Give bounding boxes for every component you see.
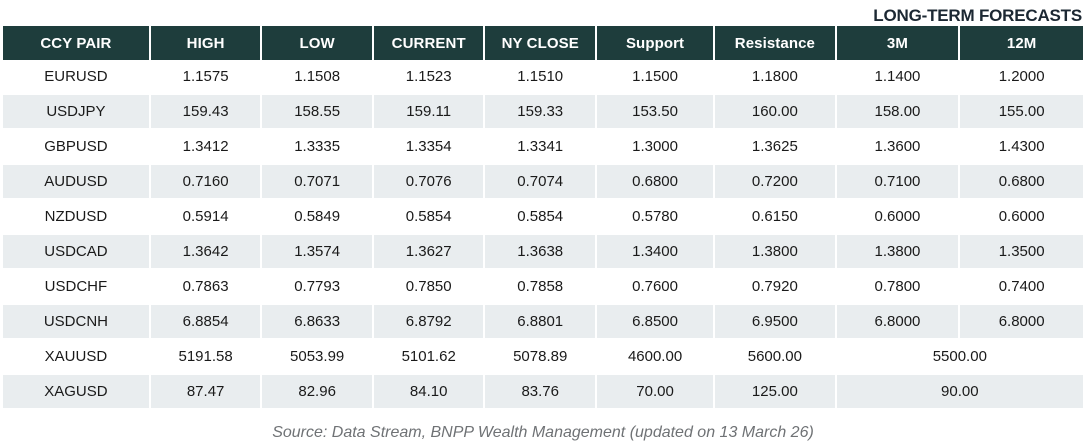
- cell-low: 0.7793: [261, 269, 373, 304]
- table-row: [3, 164, 1083, 199]
- column-header-ny-close: NY CLOSE: [484, 26, 596, 60]
- cell-3m: 0.7100: [836, 164, 960, 199]
- cell-12m: 0.6800: [959, 164, 1083, 199]
- cell-pair: XAUUSD: [3, 339, 150, 374]
- cell-pair: NZDUSD: [3, 199, 150, 234]
- cell-pair: USDCHF: [3, 269, 150, 304]
- cell-pair: USDJPY: [3, 94, 150, 129]
- column-header-high: HIGH: [150, 26, 262, 60]
- cell-low: 0.7071: [261, 164, 373, 199]
- cell-resistance: 5600.00: [714, 339, 835, 374]
- cell-pair: GBPUSD: [3, 129, 150, 164]
- cell-low: 82.96: [261, 374, 373, 409]
- cell-12m: 6.8000: [959, 304, 1083, 339]
- cell-current: 1.1523: [373, 60, 485, 94]
- cell-current: 5101.62: [373, 339, 485, 374]
- source-note: Source: Data Stream, BNPP Wealth Management (updated on 13 March 26): [272, 424, 814, 441]
- cell-12m: 0.6000: [959, 199, 1083, 234]
- table-header-row: [3, 26, 1083, 60]
- cell-support: 0.5780: [596, 199, 714, 234]
- cell-high: 1.1575: [150, 60, 262, 94]
- cell-pair: AUDUSD: [3, 164, 150, 199]
- cell-ny-close: 1.3638: [484, 234, 596, 269]
- cell-high: 5191.58: [150, 339, 262, 374]
- cell-3m: 1.1400: [836, 60, 960, 94]
- cell-ny-close: 159.33: [484, 94, 596, 129]
- cell-resistance: 0.7920: [714, 269, 835, 304]
- cell-current: 159.11: [373, 94, 485, 129]
- cell-low: 6.8633: [261, 304, 373, 339]
- cell-high: 0.5914: [150, 199, 262, 234]
- cell-resistance: 0.6150: [714, 199, 835, 234]
- cell-resistance: 0.7200: [714, 164, 835, 199]
- fx-forecast-table: [3, 26, 1083, 410]
- cell-ny-close: 0.5854: [484, 199, 596, 234]
- cell-3m: 1.3600: [836, 129, 960, 164]
- cell-resistance: 6.9500: [714, 304, 835, 339]
- cell-low: 1.3335: [261, 129, 373, 164]
- cell-3m: 1.3800: [836, 234, 960, 269]
- table-row: [3, 129, 1083, 164]
- cell-pair: XAGUSD: [3, 374, 150, 409]
- cell-pair: USDCAD: [3, 234, 150, 269]
- cell-high: 87.47: [150, 374, 262, 409]
- table-row: [3, 199, 1083, 234]
- cell-ny-close: 0.7074: [484, 164, 596, 199]
- column-header-ccy-pair: CCY PAIR: [3, 26, 150, 60]
- cell-support: 70.00: [596, 374, 714, 409]
- cell-current: 84.10: [373, 374, 485, 409]
- column-header-3m: 3M: [836, 26, 960, 60]
- table-row: [3, 339, 1083, 374]
- cell-high: 1.3642: [150, 234, 262, 269]
- table-row: [3, 234, 1083, 269]
- table-row: [3, 94, 1083, 129]
- cell-resistance: 1.1800: [714, 60, 835, 94]
- table-row: [3, 269, 1083, 304]
- cell-support: 4600.00: [596, 339, 714, 374]
- cell-support: 0.7600: [596, 269, 714, 304]
- table-row: [3, 374, 1083, 409]
- cell-ny-close: 1.3341: [484, 129, 596, 164]
- cell-pair: EURUSD: [3, 60, 150, 94]
- cell-high: 1.3412: [150, 129, 262, 164]
- cell-ny-close: 1.1510: [484, 60, 596, 94]
- column-header-low: LOW: [261, 26, 373, 60]
- cell-current: 1.3354: [373, 129, 485, 164]
- cell-current: 0.7076: [373, 164, 485, 199]
- cell-resistance: 1.3625: [714, 129, 835, 164]
- cell-ny-close: 5078.89: [484, 339, 596, 374]
- cell-forecast-merged: 5500.00: [836, 339, 1083, 374]
- table-row: [3, 304, 1083, 339]
- cell-low: 1.1508: [261, 60, 373, 94]
- cell-low: 5053.99: [261, 339, 373, 374]
- cell-3m: 0.6000: [836, 199, 960, 234]
- table-row: [3, 60, 1083, 94]
- cell-12m: 0.7400: [959, 269, 1083, 304]
- cell-current: 0.5854: [373, 199, 485, 234]
- cell-low: 1.3574: [261, 234, 373, 269]
- table-header: [3, 26, 1083, 60]
- cell-ny-close: 6.8801: [484, 304, 596, 339]
- cell-12m: 1.3500: [959, 234, 1083, 269]
- cell-forecast-merged: 90.00: [836, 374, 1083, 409]
- cell-support: 1.3000: [596, 129, 714, 164]
- cell-support: 0.6800: [596, 164, 714, 199]
- cell-12m: 1.2000: [959, 60, 1083, 94]
- cell-resistance: 1.3800: [714, 234, 835, 269]
- cell-high: 0.7160: [150, 164, 262, 199]
- cell-3m: 0.7800: [836, 269, 960, 304]
- cell-pair: USDCNH: [3, 304, 150, 339]
- cell-high: 159.43: [150, 94, 262, 129]
- cell-support: 1.3400: [596, 234, 714, 269]
- cell-high: 6.8854: [150, 304, 262, 339]
- cell-support: 153.50: [596, 94, 714, 129]
- cell-resistance: 160.00: [714, 94, 835, 129]
- table-body: [3, 60, 1083, 409]
- cell-ny-close: 0.7858: [484, 269, 596, 304]
- column-header-12m: 12M: [959, 26, 1083, 60]
- cell-12m: 1.4300: [959, 129, 1083, 164]
- cell-current: 0.7850: [373, 269, 485, 304]
- cell-12m: 155.00: [959, 94, 1083, 129]
- title-row: [0, 0, 1086, 26]
- cell-3m: 6.8000: [836, 304, 960, 339]
- cell-3m: 158.00: [836, 94, 960, 129]
- column-header-current: CURRENT: [373, 26, 485, 60]
- cell-resistance: 125.00: [714, 374, 835, 409]
- column-header-support: Support: [596, 26, 714, 60]
- cell-ny-close: 83.76: [484, 374, 596, 409]
- cell-low: 158.55: [261, 94, 373, 129]
- cell-support: 6.8500: [596, 304, 714, 339]
- cell-current: 1.3627: [373, 234, 485, 269]
- cell-current: 6.8792: [373, 304, 485, 339]
- cell-support: 1.1500: [596, 60, 714, 94]
- page-title: LONG-TERM FORECASTS: [873, 6, 1082, 25]
- cell-high: 0.7863: [150, 269, 262, 304]
- column-header-resistance: Resistance: [714, 26, 835, 60]
- cell-low: 0.5849: [261, 199, 373, 234]
